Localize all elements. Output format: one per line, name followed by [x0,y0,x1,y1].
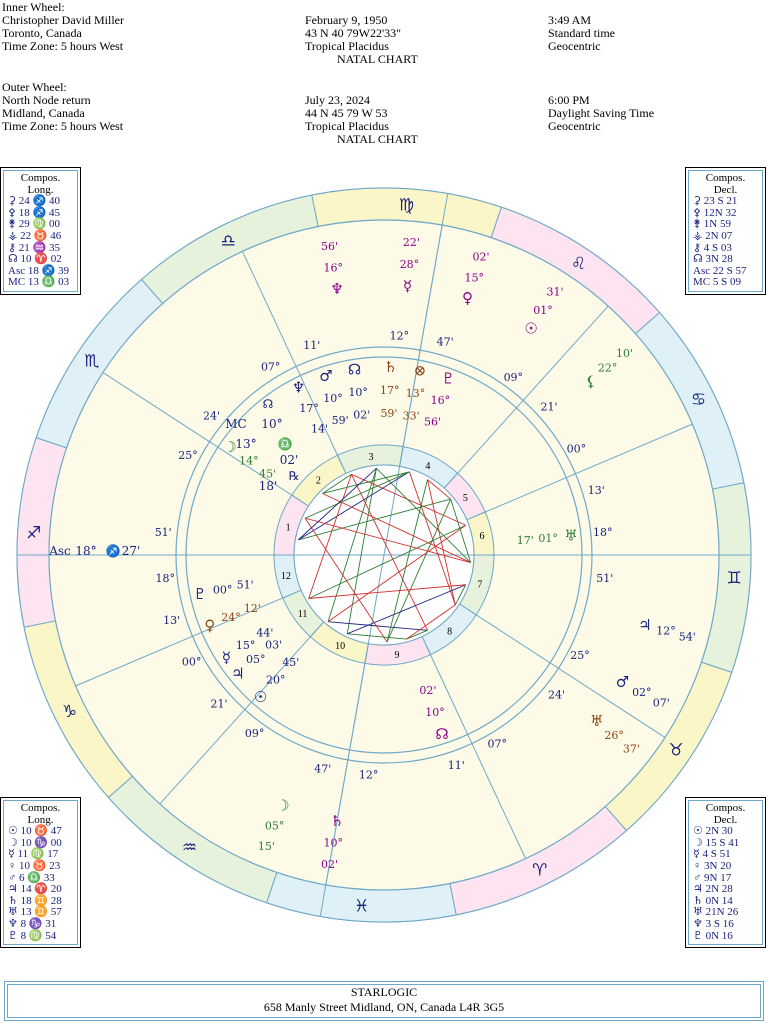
planet-minute: 07' [652,696,670,710]
zodiac-sign-glyph: ♌ [570,253,587,274]
outer-ring-label: ℞ [288,469,300,483]
planet-minute: 22' [402,236,420,250]
planet-degree: 20° [266,673,286,687]
box-row: ♅ 13 ♊ 57 [8,906,62,919]
footer-address: 658 Manly Street Midland, ON, Canada L4R 3G5 [263,1000,505,1014]
box-row: ♂ 6 ♎ 33 [8,871,55,884]
inner-wheel-info-mid [305,14,418,66]
planet-minute: 03' [265,638,283,652]
outer-wheel-info-mid [305,94,418,146]
planet-degree: 15° [464,271,484,285]
cusp-minute: 47' [314,762,332,776]
planet-minute: 54' [678,630,696,644]
box-row: ☉ 10 ♉ 47 [8,825,62,838]
cusp-degree: 12° [358,768,379,782]
planet-degree: 15° [235,638,256,652]
box-row: ♄ 18 ♊ 28 [8,894,62,907]
zodiac-sign-glyph: ♑ [61,701,78,722]
planet-degree: 26° [604,728,624,742]
box-row: ☿ 11 ♍ 17 [8,848,59,861]
footer-company: STARLOGIC [350,985,418,999]
outer-name: North Node return [2,93,91,107]
planet-glyph: ☿ [221,648,231,667]
zodiac-sign-glyph: ♎ [220,231,236,252]
planet-degree: 16° [323,261,344,275]
box-row: ⚵ 1N 59 [693,218,732,231]
outer-ring-label: 10° [261,417,283,431]
box-subtitle: Decl. [713,813,738,826]
planet-glyph: ♂ [319,367,333,386]
planet-minute: 02' [353,408,371,422]
zodiac-sign-glyph: ♐ [26,523,42,544]
inner-time: 3:49 AM [548,13,592,27]
cusp-minute: 24' [202,409,220,423]
planet-glyph: ⚸ [585,372,597,391]
box-subtitle: Long. [27,813,54,826]
planet-minute: 12' [243,602,261,616]
planet-degree: 01° [538,531,558,545]
outer-wheel-info-right [548,94,654,133]
box-row: ♀ 10 ♉ 23 [8,859,61,872]
cusp-degree: 00° [566,442,587,456]
house-number: 5 [462,492,468,504]
planet-degree: 17° [380,384,400,398]
planet-degree: 05° [246,652,266,666]
planet-glyph: ☽ [223,438,237,457]
box-row: ☊ 3N 28 [693,253,733,266]
inner-system: Tropical Placidus [305,39,389,53]
cusp-degree: 25° [570,648,590,662]
planet-glyph: ♃ [638,615,652,634]
planet-minute: 02' [472,250,490,264]
zodiac-sign-glyph: ♈ [532,860,548,881]
outer-ring-label: 02' [279,453,299,467]
inner-centric: Geocentric [548,39,601,53]
planet-glyph: ♀ [461,289,473,308]
box-row: ⚳ 24 ♐ 40 [8,195,61,208]
house-number: 4 [425,461,431,473]
zodiac-sign-glyph: ♒ [181,838,198,859]
box-row: ⚴ 18 ♐ 45 [8,206,61,219]
outer-ring-label: 18° [75,544,97,558]
box-title: Compos. [705,802,746,814]
planet-minute: 37' [622,742,640,756]
inner-name: Christopher David Miller [2,13,124,27]
cusp-minute: 21' [540,400,558,414]
outer-coords: 44 N 45 79 W 53 [305,106,388,120]
box-row: ⚶ 22 ♉ 46 [8,229,62,242]
house-number: 6 [479,531,485,543]
planet-glyph: ♇ [441,369,456,388]
footer [4,981,764,1021]
planet-minute: 59' [380,407,398,421]
planet-degree: 14° [239,454,259,468]
cusp-minute: 21' [210,697,228,711]
planet-minute: 44' [256,626,274,640]
planet-minute: 56' [320,239,338,253]
box-row: ♇ 0N 16 [693,929,733,942]
cusp-minute: 11' [447,758,465,772]
planet-degree: 10° [323,392,343,406]
inner-heading: Inner Wheel: [2,0,65,14]
cusp-minute: 13' [163,613,181,627]
cusp-degree: 25° [178,449,198,463]
outer-time-type: Daylight Saving Time [548,106,655,120]
box-row: ♅ 21N 26 [693,906,739,919]
cusp-minute: 24' [548,688,566,702]
planet-glyph: ☉ [253,687,268,706]
box-row: ⚵ 29 ♍ 00 [8,218,61,231]
box-row: ♇ 8 ♍ 54 [8,929,57,942]
box-subtitle: Long. [27,183,54,196]
cusp-minute: 47' [436,335,454,349]
cusp-minute: 11' [303,339,321,353]
box-row: ⚷ 21 ♒ 35 [8,241,61,254]
compos-decl-box-top [685,167,766,295]
cusp-degree: 18° [155,571,175,585]
outer-ring-label: 18' [258,479,278,493]
planet-degree: 10° [323,836,344,850]
box-row: Asc 18 ♐ 39 [8,264,70,277]
outer-ring-label: ♐ [105,544,121,558]
box-row: ♃ 2N 28 [693,883,733,896]
cusp-degree: 07° [260,360,281,374]
planet-degree: 10° [348,386,368,400]
planet-glyph: ♅ [564,526,578,545]
box-row: ⚳ 23 S 21 [693,195,738,208]
outer-timezone: Time Zone: 5 hours West [2,119,124,133]
box-row: ♀ 3N 20 [693,859,732,872]
outer-ring-label: MC [225,417,247,431]
house-number: 3 [368,451,374,463]
inner-coords: 43 N 40 79W22'33" [305,26,402,40]
box-row: ☿ 4 S 51 [693,848,731,861]
box-subtitle: Decl. [713,183,738,196]
planet-degree: 01° [533,304,553,318]
zodiac-sign-glyph: ♊ [726,568,742,589]
box-row: ⚴ 12N 32 [693,206,737,219]
planet-degree: 16° [430,393,451,407]
planet-minute: 15' [257,840,275,854]
house-number: 2 [315,475,321,487]
box-title: Compos. [705,172,746,184]
outer-ring-label: ♎ [277,437,293,451]
planet-glyph: ♅ [590,712,604,731]
cusp-degree: 07° [487,737,508,751]
zodiac-sign-glyph: ♓ [354,896,370,917]
inner-time-type: Standard time [548,26,615,40]
outer-wheel-info-left [2,81,123,133]
box-title: Compos. [20,172,61,184]
box-row: ♃ 14 ♈ 20 [8,883,62,896]
box-row: ♆ 3 S 16 [693,917,734,930]
planet-glyph: ♄ [330,811,344,830]
outer-centric: Geocentric [548,119,601,133]
planet-minute: 45' [259,467,277,481]
planet-glyph: ♃ [231,664,245,683]
box-row: ☽ 10 ♑ 00 [8,836,62,849]
outer-heading: Outer Wheel: [2,80,67,94]
cusp-minute: 51' [596,572,614,586]
house-number: 11 [297,609,308,621]
outer-system: Tropical Placidus [305,119,389,133]
box-row: ♂ 9N 17 [693,871,732,884]
planet-degree: 12° [656,624,676,638]
house-number: 8 [447,626,453,638]
planet-minute: 31' [546,285,564,299]
cusp-degree: 09° [244,726,265,740]
outer-date: July 23, 2024 [305,93,371,107]
planet-minute: 56' [424,415,442,429]
outer-ring-label: 13° [235,437,257,451]
planet-degree: 24° [221,610,241,624]
inner-wheel-info-left [2,1,124,53]
outer-chart-type: NATAL CHART [337,132,418,146]
planet-glyph: ♀ [204,616,216,635]
house-number: 7 [477,579,483,591]
planet-degree: 17° [299,401,319,415]
planet-glyph: ☊ [347,360,362,379]
planet-glyph: ☽ [276,796,290,815]
cusp-degree: 00° [181,655,202,669]
zodiac-sign-glyph: ♏ [84,351,100,372]
cusp-minute: 51' [154,525,172,539]
zodiac-sign-glyph: ♋ [690,390,707,411]
cusp-degree: 12° [389,329,410,343]
house-number: 9 [394,650,400,662]
planet-degree: 02° [632,686,652,700]
planet-glyph: ☊ [435,724,449,743]
planet-minute: 33' [402,409,420,423]
planet-minute: 02' [320,858,338,872]
planet-glyph: ⊗ [413,361,427,380]
inner-place: Toronto, Canada [2,26,82,40]
planet-glyph: ☿ [402,277,413,296]
outer-ring-label: 27' [121,544,141,558]
planet-minute: 51' [236,578,254,592]
outer-ring-label: Asc [49,544,71,558]
planet-glyph: ♂ [615,672,630,691]
box-row: MC 13 ♎ 03 [8,276,70,289]
planet-minute: 14' [311,422,329,436]
box-row: Asc 22 S 57 [693,264,747,277]
box-row: ⚷ 4 S 03 [693,241,732,254]
outer-place: Midland, Canada [2,106,85,120]
planet-minute: 02' [419,684,437,698]
box-row: MC 5 S 09 [693,276,741,289]
planet-degree: 13° [405,387,426,401]
house-number: 12 [281,570,292,582]
planet-glyph: ♆ [330,280,344,299]
box-row: ♆ 8 ♑ 31 [8,917,57,930]
zodiac-sign-glyph: ♉ [668,740,684,761]
box-title: Compos. [20,802,61,814]
house-number: 10 [335,640,346,652]
outer-ring-label: ☊ [262,397,274,411]
planet-degree: 10° [425,705,445,719]
chart-wheel [0,150,768,950]
inner-chart-type: NATAL CHART [337,52,418,66]
inner-timezone: Time Zone: 5 hours West [2,39,124,53]
compos-long-box-bottom [0,797,81,948]
box-row: ⚶ 2N 07 [693,229,733,242]
planet-minute: 59' [331,413,349,427]
cusp-degree: 18° [593,526,613,540]
zodiac-sign-glyph: ♍ [398,195,414,216]
planet-glyph: ☉ [524,319,538,338]
planet-glyph: ♄ [383,358,398,377]
outer-time: 6:00 PM [548,93,590,107]
planet-minute: 10' [616,347,634,361]
box-row: ♄ 0N 14 [693,894,733,907]
box-row: ☽ 15 S 41 [693,836,740,849]
box-row: ☊ 10 ♈ 02 [8,253,62,266]
planet-glyph: ♆ [291,378,306,397]
house-number: 1 [285,522,291,534]
cusp-minute: 13' [587,484,605,498]
planet-degree: 00° [212,583,233,597]
planet-degree: 28° [399,258,420,272]
compos-long-box-top [0,167,81,295]
planet-degree: 22° [597,361,618,375]
box-row: ☉ 2N 30 [693,825,733,838]
planet-minute: 17' [516,534,534,548]
cusp-degree: 09° [503,371,524,385]
compos-decl-box-bottom [685,797,766,948]
planet-degree: 05° [264,819,285,833]
planet-glyph: ♇ [193,585,207,604]
inner-wheel-info-right [548,14,615,53]
inner-date: February 9, 1950 [305,13,388,27]
planet-minute: 45' [282,656,300,670]
